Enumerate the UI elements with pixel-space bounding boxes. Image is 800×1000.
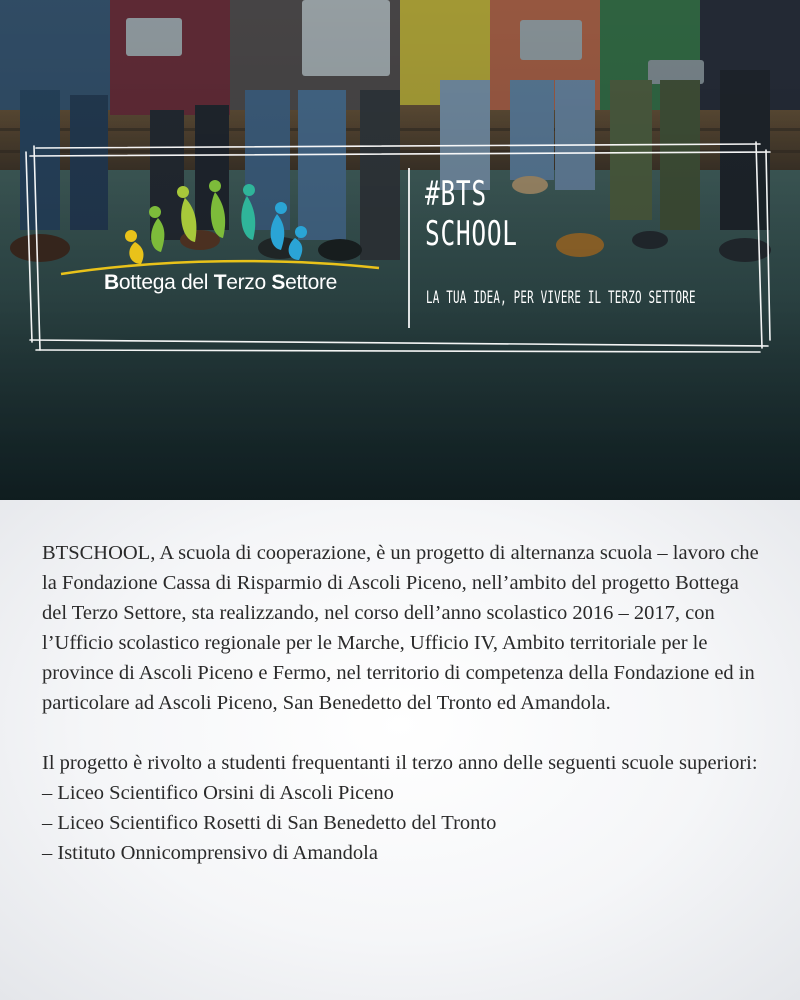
vertical-divider [408, 168, 410, 328]
description-panel [0, 500, 800, 1000]
intro-paragraph: BTSCHOOL, A scuola di cooperazione, è un progetto di alternanza scuola – lavoro che la Fondazione Cassa di Risparmio di Ascoli Piceno, nell’ambito del progetto Bottega del Terzo Settore, sta realizzando, nel corso dell’anno scolastico 2016 – 2017, con l’Ufficio scolastico regionale per le Marche, Ufficio IV, Ambito territoriale per le province di Ascoli Piceno e Fermo, nel territorio di competenza della Fondazione ed in particolare ad Ascoli Piceno, San Benedetto del Tronto ed Amandola. [42, 542, 759, 714]
tagline: LA TUA IDEA, PER VIVERE IL TERZO SETTORE [426, 288, 696, 308]
brand-name: Bottega del Terzo Settore [104, 271, 338, 294]
title-line-1: #BTS [425, 174, 487, 214]
description-text [42, 538, 762, 868]
school-list-item: – Istituto Onnicomprensivo di Amandola [42, 842, 378, 864]
school-list-item: – Liceo Scientifico Orsini di Ascoli Piceno [42, 782, 394, 804]
school-list-item: – Liceo Scientifico Rosetti di San Benedetto del Tronto [42, 812, 497, 834]
title-line-2: SCHOOL [425, 214, 518, 254]
audience-paragraph: Il progetto è rivolto a studenti frequentanti il terzo anno delle seguenti scuole superiori: [42, 752, 758, 774]
bts-school-title [425, 174, 518, 254]
